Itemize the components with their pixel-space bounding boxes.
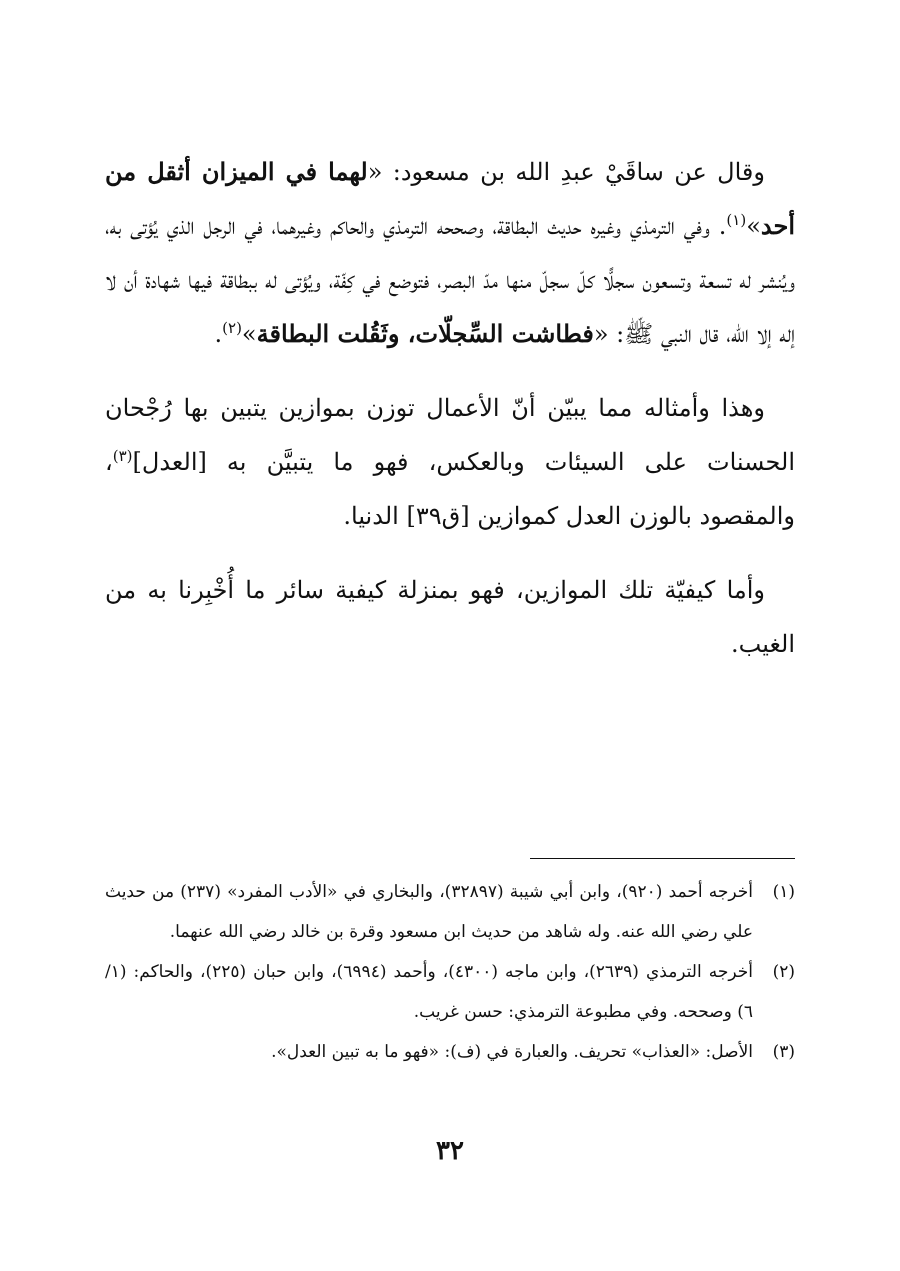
hadith-quote-1: لهما في الميزان أثقل من أحد [105, 157, 795, 240]
p1-body: . وفي الترمذي وغيره حديث البطاقة، وصححه الترمذي والحاكم وغيرهما، في الرجل الذي يُؤتى به، ويُنشر له تسعة وتسعون سجلًّا كلّ سجلّ منها مدّ البصر، فتوضع في كِفّة، ويُؤتى له ببطاقة فيها شهادة أن لا إله إلا الله، قال النبي ﷺ: « [105, 212, 795, 348]
footnote-1 [105, 872, 795, 952]
hadith-quote-2: فطاشت السِّجلّات، وثَقُلت البطاقة [256, 319, 594, 348]
paragraph-2 [105, 381, 795, 543]
footnote-number: (٢) [772, 962, 795, 982]
footnote-ref-3[interactable]: (٣) [112, 447, 133, 465]
p1-end: . [214, 320, 223, 348]
footnote-ref-1[interactable]: (١) [726, 211, 747, 229]
footnote-text: الأصل: «العذاب» تحريف. والعبارة في (ف): «فهو ما به تبين العدل». [271, 1042, 753, 1062]
footnote-separator [530, 858, 795, 859]
footnote-text: أخرجه الترمذي (٢٦٣٩)، وابن ماجه (٤٣٠٠)، وأحمد (٦٩٩٤)، وابن حبان (٢٢٥)، والحاكم: (١/ ٦) وصححه. وفي مطبوعة الترمذي: حسن غريب. [105, 962, 753, 1022]
paragraph-1 [105, 145, 795, 361]
footnote-ref-2[interactable]: (٢) [222, 319, 242, 337]
p1-quote-close-2: » [241, 320, 257, 348]
footnote-number: (٣) [772, 1042, 795, 1062]
footnotes [105, 872, 795, 1072]
p2-body: وهذا وأمثاله مما يبيّن أنّ الأعمال توزن بموازين يتبين بها رُجْحان الحسنات على السيئات وبالعكس، فهو ما يتبيَّن به [العدل] [105, 394, 795, 476]
footnote-3 [105, 1032, 795, 1072]
p1-quote-close: » [746, 212, 761, 240]
p2-end: ، والمقصود بالوزن العدل كموازين [ق٣٩] الدنيا. [105, 448, 795, 530]
p1-intro: وقال عن ساقَيْ عبدِ الله بن مسعود: « [367, 158, 765, 186]
footnote-number: (١) [772, 882, 795, 902]
main-text [105, 145, 795, 691]
paragraph-3: وأما كيفيّة تلك الموازين، فهو بمنزلة كيفية سائر ما أُخْبِرنا به من الغيب. [105, 576, 795, 658]
footnote-text: أخرجه أحمد (٩٢٠)، وابن أبي شيبة (٣٢٨٩٧)، والبخاري في «الأدب المفرد» (٢٣٧) من حديث علي رضي الله عنه. وله شاهد من حديث ابن مسعود وقرة بن خالد رضي الله عنهما. [105, 882, 753, 942]
footnote-2 [105, 952, 795, 1032]
page-number: ٣٢ [436, 1136, 464, 1166]
